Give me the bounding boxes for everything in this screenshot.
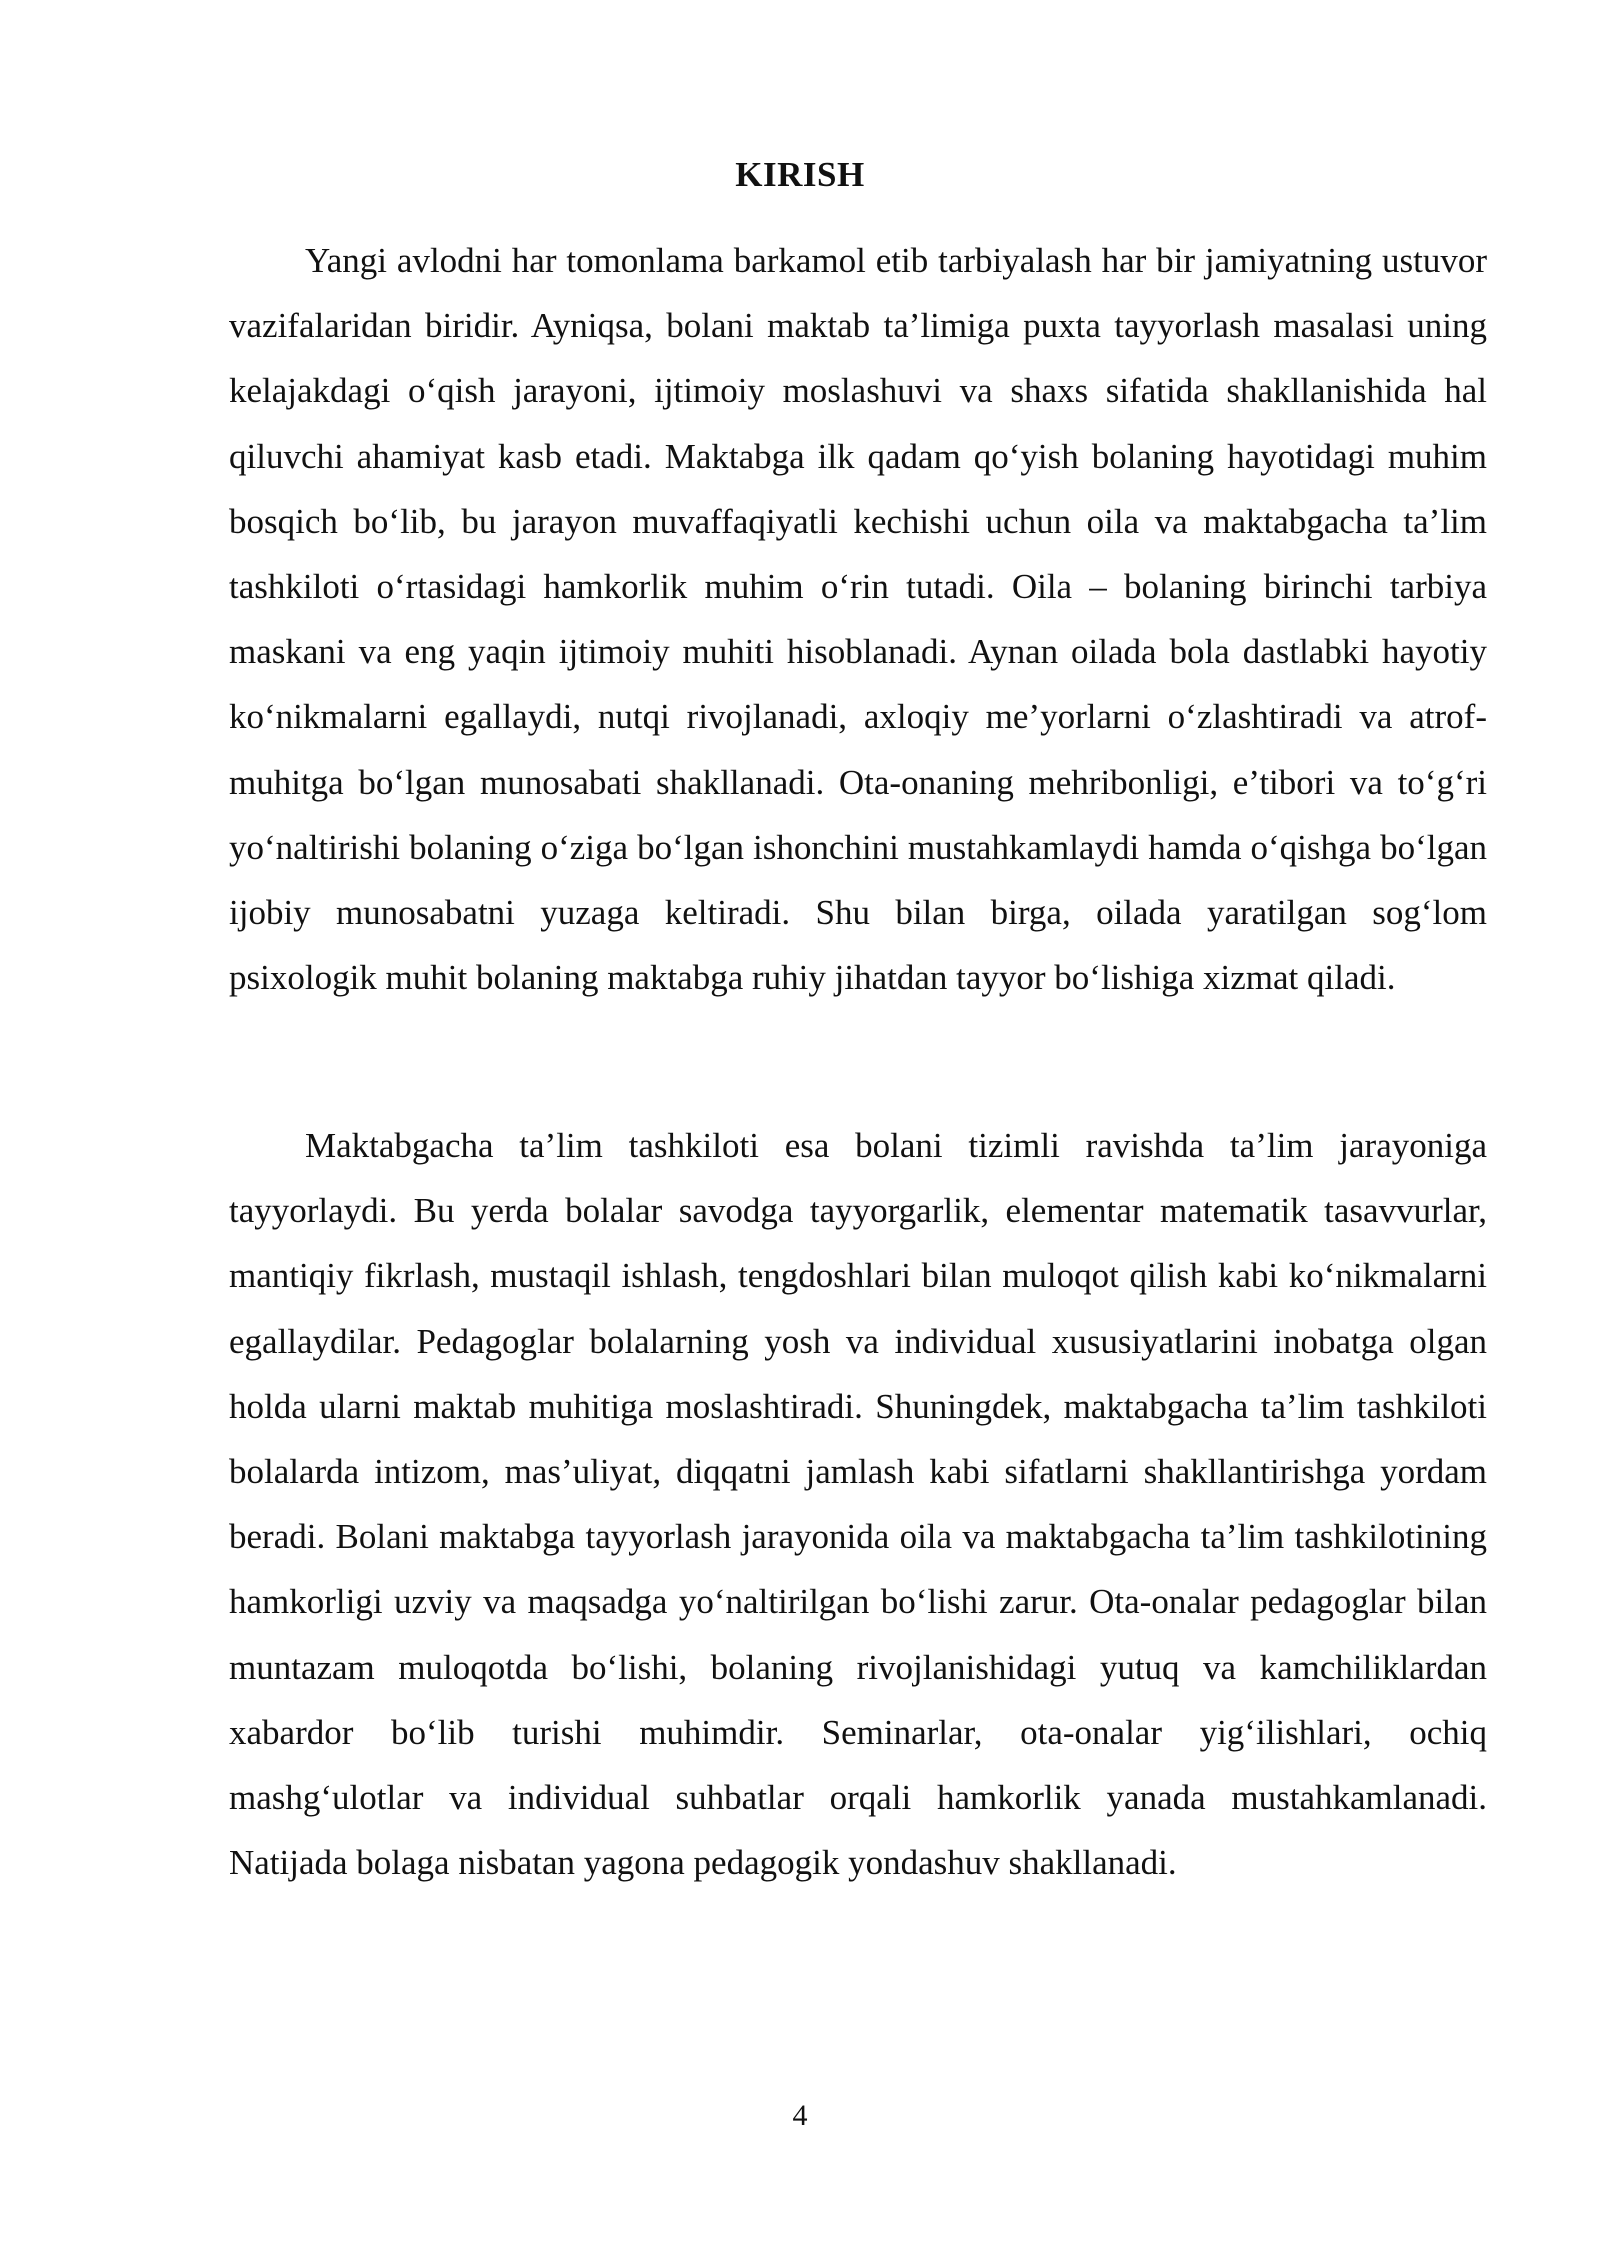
page-number: 4 (792, 2099, 808, 2132)
section-title: KIRISH (735, 155, 865, 194)
paragraph-1: Yangi avlodni har tomonlama barkamol etib tarbiyalash har bir jamiyatning ustuvor vazifalaridan biridir. Ayniqsa, bolani maktab ta’limiga puxta tayyorlash masalasi uning kelajakdagi o‘qish jarayoni, ijtimoiy moslashuvi va shaxs sifatida shakllanishida hal qiluvchi ahamiyat kasb etadi. Maktabga ilk qadam qo‘yish bolaning hayotidagi muhim bosqich bo‘lib, bu jarayon muvaffaqiyatli kechishi uchun oila va maktabgacha ta’lim tashkiloti o‘rtasidagi hamkorlik muhim o‘rin tutadi. Oila – bolaning birinchi tarbiya maskani va eng yaqin ijtimoiy muhiti hisoblanadi. Aynan oilada bola dastlabki hayotiy ko‘nikmalarni egallaydi, nutqi rivojlanadi, axloqiy me’yorlarni o‘zlashtiradi va atrof-muhitga bo‘lgan munosabati shakllanadi. Ota-onaning mehribonligi, e’tibori va to‘g‘ri yo‘naltirishi bolaning o‘ziga bo‘lgan ishonchini mustahkamlaydi hamda o‘qishga bo‘lgan ijobiy munosabatni yuzaga keltiradi. Shu bilan birga, oilada yaratilgan sog‘lom psixologik muhit bolaning maktabga ruhiy jihatdan tayyor bo‘lishiga xizmat qiladi. (229, 241, 1487, 998)
paragraph-2: Maktabgacha ta’lim tashkiloti esa bolani tizimli ravishda ta’lim jarayoniga tayyorlaydi. Bu yerda bolalar savodga tayyorgarlik, elementar matematik tasavvurlar, mantiqiy fikrlash, mustaqil ishlash, tengdoshlari bilan muloqot qilish kabi ko‘nikmalarni egallaydilar. Pedagoglar bolalarning yosh va individual xususiyatlarini inobatga olgan holda ularni maktab muhitiga moslashtiradi. Shuningdek, maktabgacha ta’lim tashkiloti bolalarda intizom, mas’uliyat, diqqatni jamlash kabi sifatlarni shakllantirishga yordam beradi. Bolani maktabga tayyorlash jarayonida oila va maktabgacha ta’lim tashkilotining hamkorligi uzviy va maqsadga yo‘naltirilgan bo‘lishi zarur. Ota-onalar pedagoglar bilan muntazam muloqotda bo‘lishi, bolaning rivojlanishidagi yutuq va kamchiliklardan xabardor bo‘lib turishi muhimdir. Seminarlar, ota-onalar yig‘ilishlari, ochiq mashg‘ulotlar va individual suhbatlar orqali hamkorlik yanada mustahkamlanadi. Natijada bolaga nisbatan yagona pedagogik yondashuv shakllanadi. (229, 1126, 1487, 1883)
